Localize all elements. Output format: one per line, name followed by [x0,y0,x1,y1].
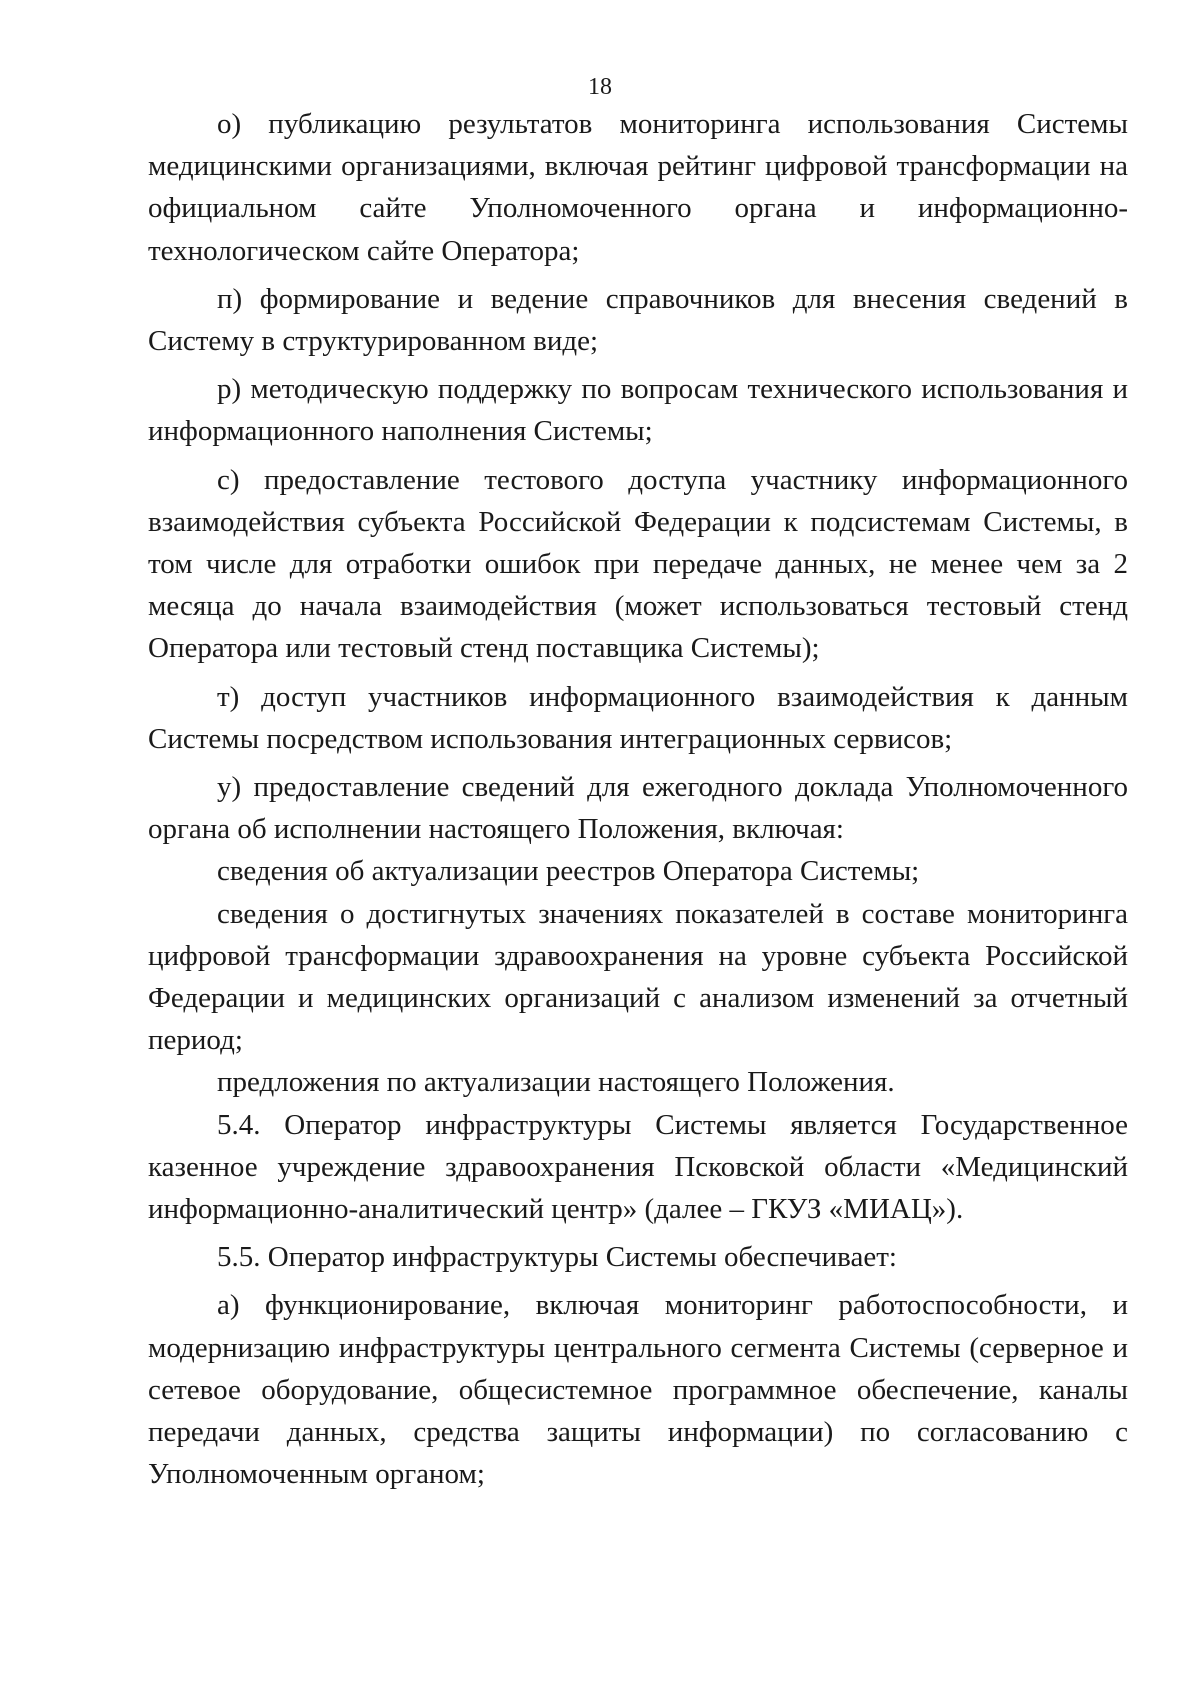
paragraph-item-u: у) предоставление сведений для ежегодного доклада Уполномоченного органа об исполнении настоящего Положения, включая: [148,771,1128,846]
paragraph-item-a: а) функционирование, включая мониторинг работоспособности, и модернизацию инфраструктуры центрального сегмента Системы (серверное и сетевое оборудование, общесистемное программное обеспечение, каналы передачи данных, средства защиты информации) по согласованию с Уполномоченным органом; [148,1289,1128,1491]
paragraph-sub-registries: сведения об актуализации реестров Оператора Системы; [217,855,920,888]
paragraph-5-4: 5.4. Оператор инфраструктуры Системы является Государственное казенное учреждение здравоохранения Псковской области «Медицинский информационно-аналитический центр» (далее – ГКУЗ «МИАЦ»). [148,1108,1128,1226]
paragraph-sub-indicators: сведения о достигнутых значениях показателей в составе мониторинга цифровой трансформации здравоохранения на уровне субъекта Российской Федерации и медицинских организаций с анализом изменений за отчетный период; [148,897,1128,1057]
page-number: 18 [588,74,612,100]
paragraph-item-r: р) методическую поддержку по вопросам технического использования и информационного наполнения Системы; [148,373,1128,448]
paragraph-item-p: п) формирование и ведение справочников для внесения сведений в Систему в структурированном виде; [148,282,1128,358]
paragraph-item-s: с) предоставление тестового доступа участнику информационного взаимодействия субъекта Российской Федерации к подсистемам Системы, в том числе для отработки ошибок при передаче данных, не менее чем за 2 месяца до начала взаимодействия (может использоваться тестовый стенд Оператора или тестовый стенд поставщика Системы); [148,463,1128,665]
paragraph-sub-proposals: предложения по актуализации настоящего Положения. [217,1066,895,1099]
paragraph-5-5: 5.5. Оператор инфраструктуры Системы обеспечивает: [217,1241,897,1274]
document-body [148,103,1128,1496]
paragraph-item-t: т) доступ участников информационного взаимодействия к данным Системы посредством использования интеграционных сервисов; [148,680,1128,755]
paragraph-item-o: о) публикацию результатов мониторинга использования Системы медицинскими организациями, включая рейтинг цифровой трансформации на официальном сайте Уполномоченного органа и информационно-технологическом сайте Оператора; [148,108,1128,267]
